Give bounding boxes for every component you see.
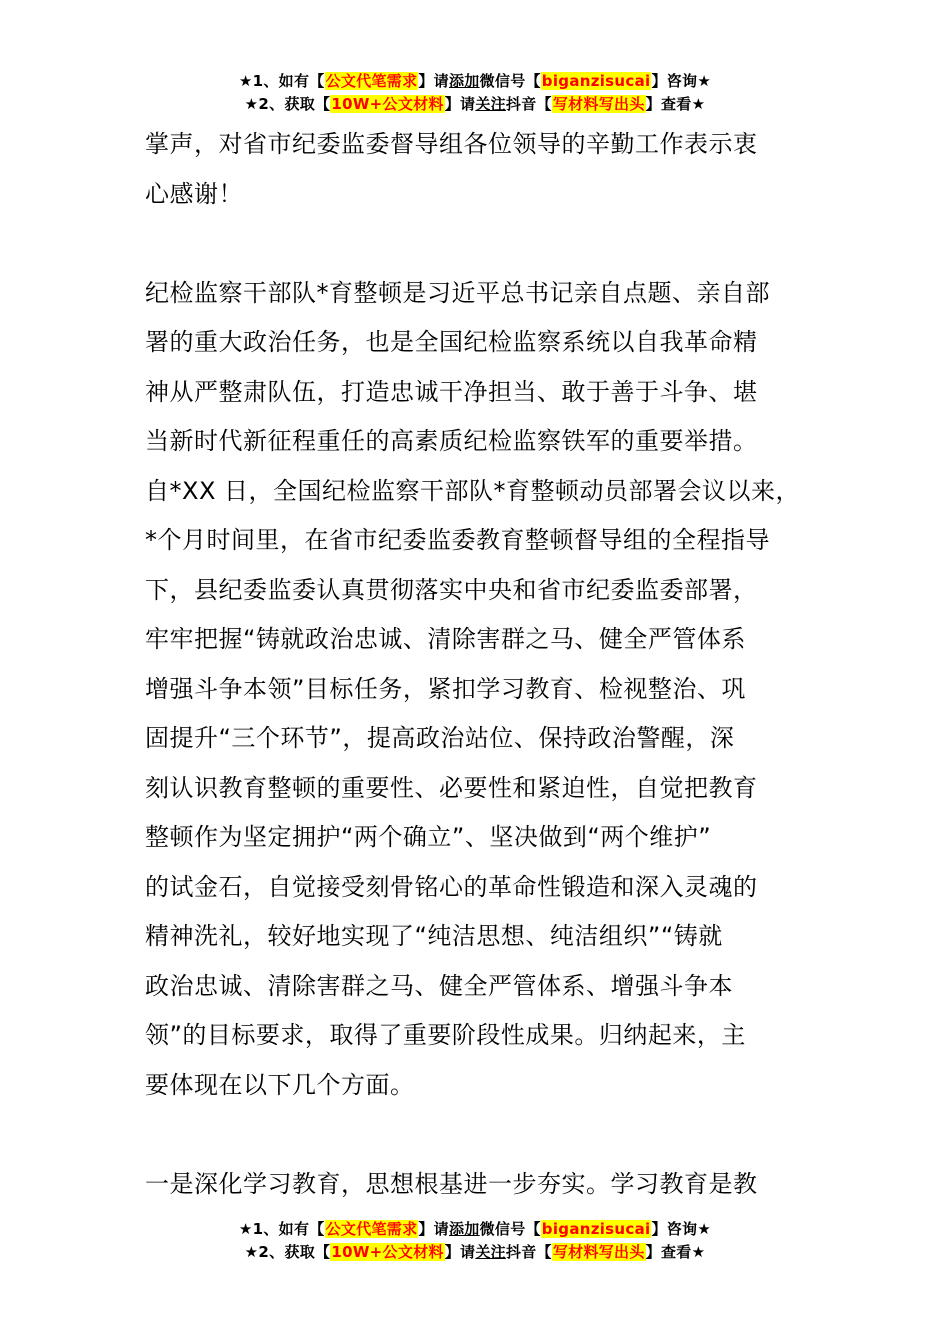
text-line: 增强斗争本领”目标任务，紧扣学习教育、检视整治、巩 bbox=[145, 674, 746, 703]
paragraph-3 bbox=[145, 1160, 835, 1210]
promo-text: 】请 bbox=[418, 1220, 449, 1238]
promo-text: 2、获取【 bbox=[258, 95, 331, 113]
douyin-id-highlight: 写材料写出头 bbox=[552, 95, 645, 113]
wechat-id-highlight: biganzisucai bbox=[541, 1220, 651, 1238]
promo-text: 抖音【 bbox=[505, 1243, 552, 1261]
text-line: 领”的目标要求，取得了重要阶段性成果。归纳起来，主 bbox=[145, 1021, 746, 1049]
promo-highlight: 10W+公文材料 bbox=[331, 95, 444, 113]
promo-text: 1、如有【 bbox=[252, 1220, 325, 1238]
promo-underline: 添加 bbox=[448, 1220, 480, 1238]
paragraph-1 bbox=[145, 120, 835, 219]
paragraph-gap bbox=[145, 1110, 835, 1160]
star-icon: ★ bbox=[238, 72, 253, 90]
text-line: 整顿作为坚定拥护“两个确立”、坚决做到“两个维护” bbox=[145, 823, 712, 851]
text-line: 神从严整肃队伍，打造忠诚干净担当、敢于善于斗争、堪 bbox=[145, 377, 758, 406]
promo-text: 】咨询 bbox=[651, 1220, 698, 1238]
text-line: 要体现在以下几个方面。 bbox=[145, 1070, 415, 1099]
wechat-id-highlight: biganzisucai bbox=[541, 72, 651, 90]
text-line: 当新时代新征程重任的高素质纪检监察铁军的重要举措。 bbox=[145, 427, 758, 455]
promo-banner-top bbox=[0, 70, 950, 116]
text-line: 精神洗礼，较好地实现了“纯洁思想、纯洁组织”“铸就 bbox=[145, 922, 723, 950]
text-line: 自*XX 日，全国纪检监察干部队*育整顿动员部署会议以来， bbox=[145, 476, 801, 505]
star-icon: ★ bbox=[244, 95, 259, 113]
promo-text: 】请 bbox=[444, 95, 476, 113]
document-body bbox=[145, 120, 835, 1209]
promo-underline: 添加 bbox=[448, 72, 480, 90]
star-icon: ★ bbox=[238, 1220, 253, 1238]
promo-text: 2、获取【 bbox=[258, 1243, 331, 1261]
star-icon: ★ bbox=[691, 95, 706, 113]
star-icon: ★ bbox=[697, 72, 712, 90]
promo-highlight: 公文代笔需求 bbox=[325, 72, 418, 90]
promo-line-1 bbox=[0, 1218, 950, 1241]
promo-text: 】查看 bbox=[645, 95, 692, 113]
text-line: 掌声，对省市纪委监委督导组各位领导的辛勤工作表示衷 bbox=[145, 130, 758, 158]
promo-line-2 bbox=[0, 93, 950, 116]
promo-highlight: 公文代笔需求 bbox=[325, 1220, 418, 1238]
text-line: 政治忠诚、清除害群之马、健全严管体系、增强斗争本 bbox=[145, 971, 733, 1000]
text-line: 下，县纪委监委认真贯彻落实中央和省市纪委监委部署， bbox=[145, 575, 758, 604]
promo-text: 】查看 bbox=[645, 1243, 692, 1261]
text-line: 署的重大政治任务，也是全国纪检监察系统以自我革命精 bbox=[145, 328, 758, 356]
promo-text: 抖音【 bbox=[505, 95, 552, 113]
promo-text: 】请 bbox=[444, 1243, 476, 1261]
douyin-id-highlight: 写材料写出头 bbox=[552, 1243, 645, 1261]
promo-text: 微信号【 bbox=[479, 72, 541, 90]
star-icon: ★ bbox=[244, 1243, 259, 1261]
promo-text: 】咨询 bbox=[651, 72, 698, 90]
promo-text: 1、如有【 bbox=[252, 72, 325, 90]
promo-underline: 关注 bbox=[475, 1243, 506, 1261]
text-line: 固提升“三个环节”，提高政治站位、保持政治警醒，深 bbox=[145, 724, 735, 752]
promo-banner-bottom bbox=[0, 1218, 950, 1264]
promo-text: 微信号【 bbox=[479, 1220, 541, 1238]
promo-highlight: 10W+公文材料 bbox=[331, 1243, 444, 1261]
paragraph-gap bbox=[145, 219, 835, 269]
paragraph-2 bbox=[145, 269, 835, 1111]
promo-text: 】请 bbox=[418, 72, 449, 90]
promo-underline: 关注 bbox=[475, 95, 506, 113]
star-icon: ★ bbox=[691, 1243, 706, 1261]
text-line: 刻认识教育整顿的重要性、必要性和紧迫性，自觉把教育 bbox=[145, 773, 758, 802]
promo-line-1 bbox=[0, 70, 950, 93]
text-line: 一是深化学习教育，思想根基进一步夯实。学习教育是教 bbox=[145, 1169, 758, 1198]
star-icon: ★ bbox=[697, 1220, 712, 1238]
text-line: 纪检监察干部队*育整顿是习近平总书记亲自点题、亲自部 bbox=[145, 278, 770, 307]
promo-line-2 bbox=[0, 1241, 950, 1264]
text-line: *个月时间里，在省市纪委监委教育整顿督导组的全程指导 bbox=[145, 526, 770, 554]
text-line: 心感谢！ bbox=[145, 179, 243, 208]
text-line: 的试金石，自觉接受刻骨铭心的革命性锻造和深入灵魂的 bbox=[145, 872, 758, 901]
text-line: 牢牢把握“铸就政治忠诚、清除害群之马、健全严管体系 bbox=[145, 625, 746, 653]
